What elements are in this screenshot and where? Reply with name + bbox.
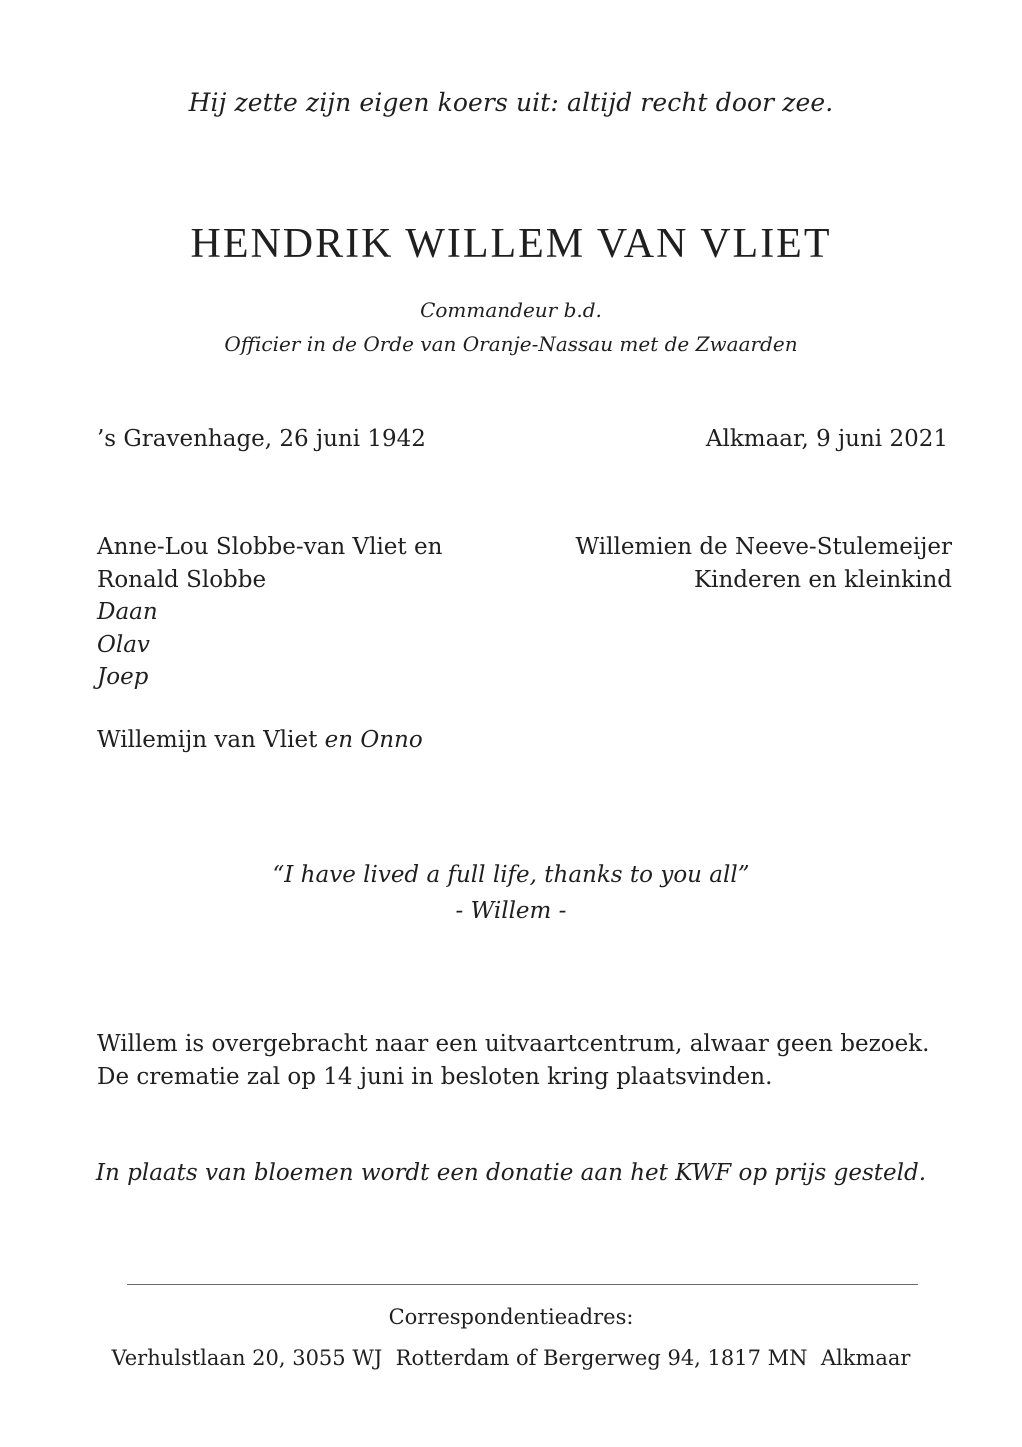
notice-line1: Willem is overgebracht naar een uitvaartcentrum, alwaar geen bezoek. (97, 1031, 930, 1057)
motto: Hij zette zijn eigen koers uit: altijd recht door zee. (188, 88, 834, 117)
family-second-name: Willemijn van Vliet (97, 727, 318, 753)
deceased-rank: Commandeur b.d. (420, 298, 602, 322)
grandchild-name: Daan (97, 599, 158, 625)
grandchild-name: Olav (97, 631, 150, 658)
birth-place-date: ’s Gravenhage, 26 juni 1942 (97, 426, 426, 452)
donation-note: In plaats van bloemen wordt een donatie aan het KWF op prijs gesteld. (95, 1160, 927, 1186)
deceased-name: HENDRIK WILLEM VAN VLIET (190, 221, 832, 267)
family-right-block (576, 531, 952, 596)
divider (127, 1284, 918, 1285)
correspondence-address: Verhulstlaan 20, 3055 WJ Rotterdam of Bergerweg 94, 1817 MN Alkmaar (111, 1346, 911, 1370)
family-right-line1: Willemien de Neeve-Stulemeijer (575, 534, 952, 560)
deceased-decoration: Officier in de Orde van Oranje-Nassau met de Zwaarden (224, 332, 798, 356)
quote-text: “I have lived a full life, thanks to you all” (272, 862, 750, 888)
funeral-notice (97, 1028, 929, 1094)
quote-author: - Willem - (455, 898, 567, 924)
correspondence-label: Correspondentieadres: (388, 1305, 634, 1329)
family-left-block (97, 531, 442, 694)
family-second-partner: en Onno (324, 727, 423, 753)
family-right-line2: Kinderen en kleinkind (693, 566, 952, 593)
notice-line2: De crematie zal op 14 juni in besloten kring plaatsvinden. (97, 1064, 773, 1090)
family-left-line1: Anne-Lou Slobbe-van Vliet en (97, 534, 443, 560)
grandchild-name: Joep (97, 664, 149, 690)
family-left-line2: Ronald Slobbe (97, 566, 267, 593)
family-second-line (97, 727, 423, 753)
death-place-date: Alkmaar, 9 juni 2021 (705, 426, 948, 452)
